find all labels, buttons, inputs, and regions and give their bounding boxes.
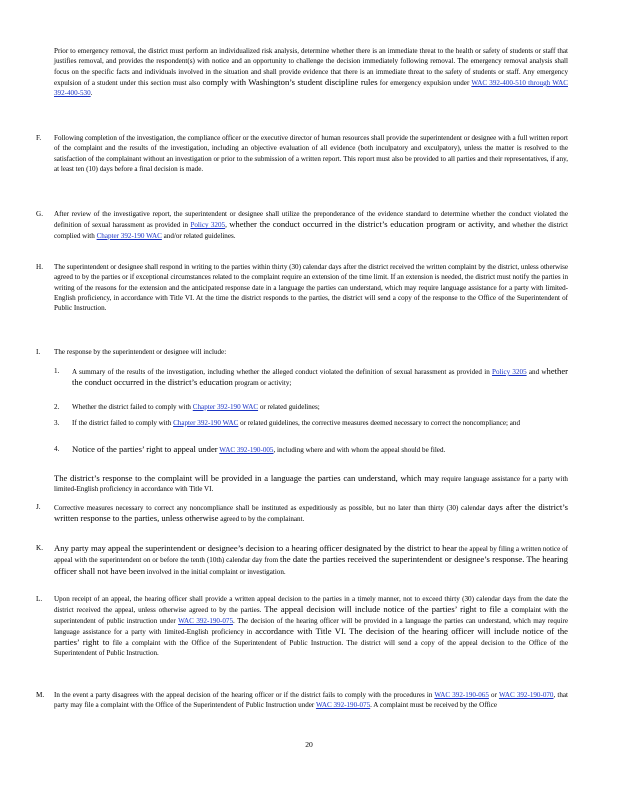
chapter-392-190-wac-link[interactable]: Chapter 392-190 WAC xyxy=(96,231,162,240)
wac-range-link[interactable]: WAC 392-400-510 through WAC 392-400-530 xyxy=(54,78,568,98)
wac-392-190-065-link[interactable]: WAC 392-190-065 xyxy=(434,691,489,699)
wac-392-190-005-link[interactable]: WAC 392-190-005 xyxy=(219,446,274,454)
item-label-g: G. xyxy=(36,210,43,218)
intro-paragraph: Prior to emergency removal, the district must perform an individualized risk analysis, determine whether there is an immediate threat to the health or safety of students or staff that justifies removal, and provides the respondent(s) with notice and an opportunity to challenge the decision immediately following removal. The emergency removal analysis shall focus on the specific facts and individuals involved in the situation and shall provide evidence that there is an immediate threat to the safety of students or staff. Any emergency expulsion of a student under this section must also comply with Washington’s student discipline rules for emergency expulsion under WAC 392-400-510 through WAC 392-400-530. xyxy=(54,47,568,98)
policy-3205-link-2[interactable]: Policy 3205 xyxy=(492,368,527,376)
wac-392-190-075-link-2[interactable]: WAC 392-190-075 xyxy=(315,701,371,710)
item-label-k: K. xyxy=(36,544,43,552)
sub-number-1: 1. xyxy=(54,367,60,375)
wac-392-190-075-link[interactable]: WAC 392-190-075 xyxy=(178,616,233,625)
item-m-paragraph: In the event a party disagrees with the appeal decision of the hearing officer or if the district fails to comply with the procedures in WAC 392-190-065 or WAC 392-190-070, that party may file a complaint with the Office of the Superintendent of Public Instruction under WAC 392-190-075. A complaint must be received by the Office xyxy=(54,691,569,710)
item-f-paragraph: Following completion of the investigation, the compliance officer or the executive director of human resources shall provide the superintendent or designee with a full written report of the complaint and the results of the investigation, including an objective evaluation of all evidence (both inculpatory and exculpatory), unless the matter is resolved to the satisfaction of the complainant without an investigation or prior to the submission of a written report. This report must also be provided to all parties and their representatives, if any, at least ten (10) days before a final decision is made. xyxy=(54,134,568,173)
item-i-intro: The response by the superintendent or designee will include: xyxy=(54,348,227,356)
item-g-paragraph: After review of the investigative report, the superintendent or designee shall utilize the preponderance of the evidence standard to determine whether the conduct violated the definition of sexual harassment as provided in Policy 3205, whether the conduct occurred in the district’s education program or activity, and whether the district complied with Chapter 392-190 WAC and/or related guidelines. xyxy=(54,210,568,240)
item-i-sub1: A summary of the results of the investigation, including whether the alleged conduct violated the definition of sexual harassment as provided in Policy 3205 and whether the conduct occurred in the district’s education program or activity; xyxy=(72,366,569,388)
item-i-sub2: Whether the district failed to comply with Chapter 392-190 WAC or related guidelines; xyxy=(72,403,320,411)
sub-number-2: 2. xyxy=(54,403,60,411)
item-label-j: J. xyxy=(36,503,41,511)
item-label-f: F. xyxy=(36,134,42,142)
item-label-h: H. xyxy=(36,263,43,271)
item-i-sub3: If the district failed to comply with Chapter 392-190 WAC or related guidelines, the corrective measures deemed necessary to correct the noncompliance; and xyxy=(72,419,521,427)
sub-number-3: 3. xyxy=(54,419,60,427)
item-i-sub4: Notice of the parties’ right to appeal under WAC 392-190-005, including where and with whom the appeal should be filed. xyxy=(72,444,446,454)
item-k-paragraph: Any party may appeal the superintendent or designee’s decision to a hearing officer designated by the district to hear the appeal by filing a written notice of appeal with the superintendent on or before the tenth (10th) calendar day from the date the parties received the superintendent or designee’s response. The hearing officer shall not have been involved in the initial complaint or investigation. xyxy=(54,543,568,576)
item-label-l: L. xyxy=(36,595,43,603)
item-h-paragraph: The superintendent or designee shall respond in writing to the parties within thirty (30) calendar days after the district received the written complaint by the district, unless otherwise agreed to by the parties or if exceptional circumstances related to the complaint require an extension of the time limit. If an extension is needed, the district must notify the parties in writing of the reasons for the extension and the anticipated response date in a language the parties can understand, which may require language assistance for a party with limited-English proficiency, in accordance with Title VI. At the time the district responds to the parties, the district will send a copy of the response to the Office of the Superintendent of Public Instruction. xyxy=(54,263,568,313)
policy-3205-link[interactable]: Policy 3205 xyxy=(190,221,226,230)
intro-discipline-rules: comply with Washington’s student discipline rules xyxy=(202,76,378,87)
item-i-closing: The district’s response to the complaint will be provided in a language the parties can understand, which may require language assistance for a party with limited-English proficiency in accordance with Title VI. xyxy=(54,473,568,494)
page-number: 20 xyxy=(305,740,313,749)
item-label-m: M. xyxy=(36,691,45,699)
chapter-392-190-wac-link-3[interactable]: Chapter 392-190 WAC xyxy=(173,419,239,427)
item-label-i: I. xyxy=(36,348,41,356)
wac-392-190-070-link[interactable]: WAC 392-190-070 xyxy=(498,691,554,699)
item-l-paragraph: Upon receipt of an appeal, the hearing officer shall provide a written appeal decision to the parties in a timely manner, not to exceed thirty (30) calendar days from the date the district received the appeal, unless otherwise agreed to by the parties. The appeal decision will include notice of the parties’ right to file a complaint with the superintendent of public instruction under WAC 392-190-075. The decision of the hearing officer will be provided in a language the parties can understand, which may require language assistance for a party with limited-English proficiency in accordance with Title VI. The decision of the hearing officer will include notice of the parties’ right to file a complaint with the Office of the Superintendent of Public Instruction. The district will send a copy of the appeal decision to the Office of the Superintendent of Public Instruction. xyxy=(54,595,568,658)
item-j-paragraph: Corrective measures necessary to correct any noncompliance shall be instituted as expeditiously as possible, but no later than thirty (30) calendar days after the district’s written response to the parties, unless otherwise agreed to by the complainant. xyxy=(54,502,568,524)
chapter-392-190-wac-link-2[interactable]: Chapter 392-190 WAC xyxy=(192,403,259,411)
sub-number-4: 4. xyxy=(54,445,60,453)
